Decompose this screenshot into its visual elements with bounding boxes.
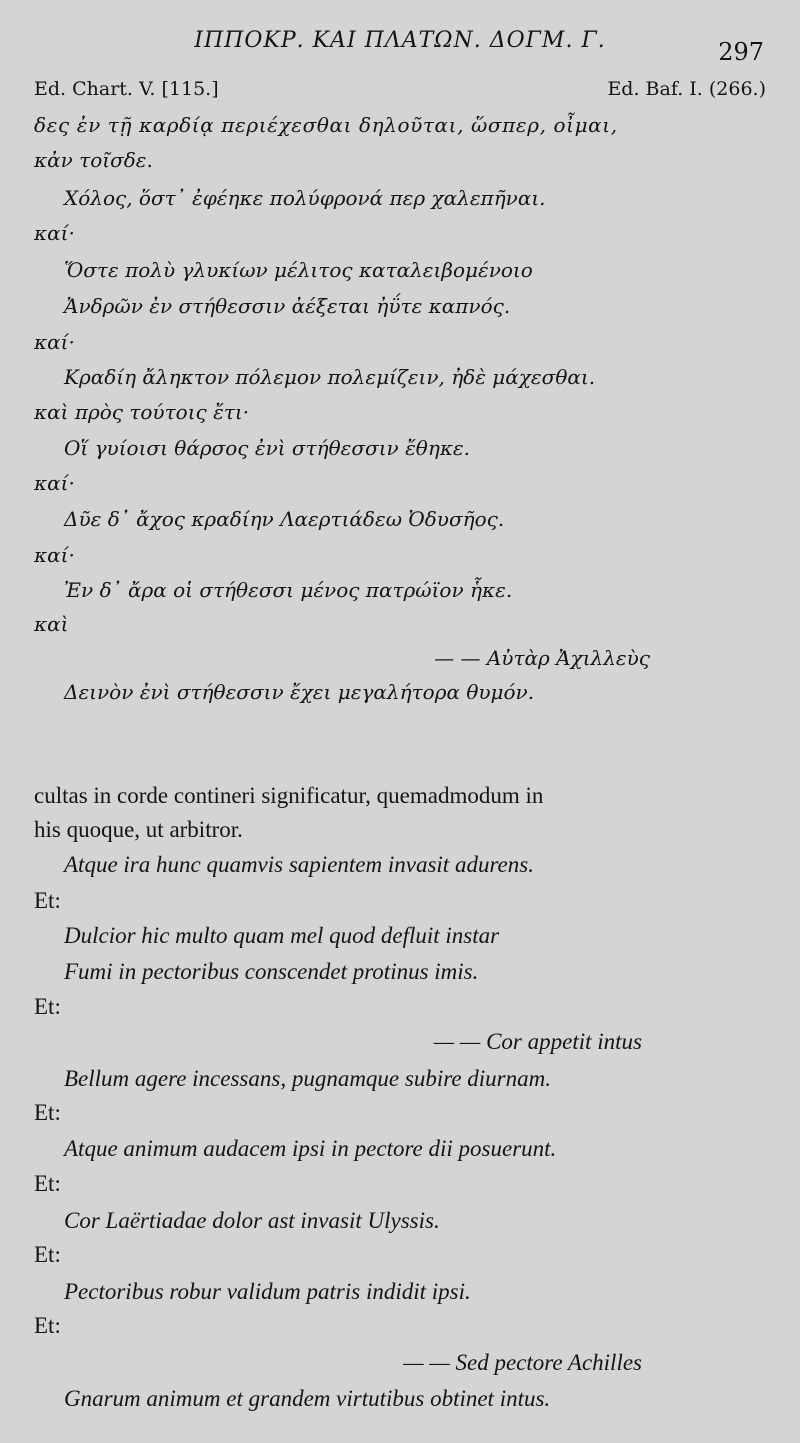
greek-verse: Ὅστε πολὺ γλυκίων μέλιτος καταλειβομένοιο (64, 258, 533, 282)
latin-verse: Dulcior hic multo quam mel quod defluit instar (64, 923, 500, 948)
greek-verse: Ἐν δ᾽ ἄρα οἱ στήθεσσι μένος πατρώϊον ἧκε. (64, 578, 513, 602)
latin-verse: Pectoribus robur validum patris indidit ipsi. (64, 1279, 471, 1304)
greek-connector: καί· (34, 221, 75, 245)
latin-verse: Gnarum animum et grandem virtutibus obtinet intus. (64, 1386, 551, 1411)
greek-verse: Δεινὸν ἐνὶ στήθεσσιν ἔχει μεγαλήτορα θυμόν. (64, 680, 535, 704)
latin-line: his quoque, ut arbitror. (34, 817, 243, 842)
greek-verse: Ἀνδρῶν ἐν στήθεσσιν ἀέξεται ἠΰτε καπνός. (64, 294, 511, 318)
greek-verse: Χόλος, ὅστ᾽ ἐφέηκε πολύφρονά περ χαλεπῆναι. (64, 186, 546, 210)
greek-verse: — — Αὐτὰρ Ἀχιλλεὺς (434, 646, 650, 670)
latin-verse: Fumi in pectoribus conscendet protinus imis. (64, 959, 479, 984)
greek-connector: καί· (34, 471, 75, 495)
edition-reference-left: Ed. Chart. V. [115.] (34, 78, 219, 100)
latin-connector: Et: (34, 1100, 61, 1125)
greek-verse: Κραδίη ἄληκτον πόλεμον πολεμίζειν, ἠδὲ μάχεσθαι. (64, 365, 596, 389)
greek-line: κἀν τοῖσδε. (34, 148, 153, 172)
greek-line: καὶ πρὸς τούτοις ἔτι· (34, 400, 250, 424)
latin-verse: Bellum agere incessans, pugnamque subire diurnam. (64, 1066, 551, 1091)
latin-connector: Et: (34, 994, 61, 1019)
latin-connector: Et: (34, 1242, 61, 1267)
latin-verse: Atque animum audacem ipsi in pectore dii posuerunt. (64, 1136, 557, 1161)
latin-line: cultas in corde contineri significatur, quemadmodum in (34, 783, 544, 808)
greek-verse: Δῦε δ᾽ ἄχος κραδίην Λαερτιάδεω Ὀδυσῆος. (64, 507, 505, 531)
edition-reference-right: Ed. Baf. I. (266.) (607, 78, 766, 100)
running-title: ΙΠΠΟΚΡ. ΚΑΙ ΠΛΑΤΩΝ. ΔΟΓΜ. Γ. (194, 28, 606, 53)
latin-verse: Cor Laërtiadae dolor ast invasit Ulyssis. (64, 1208, 440, 1233)
page-number: 297 (718, 38, 764, 66)
greek-connector: καί· (34, 543, 75, 567)
greek-connector: καί· (34, 330, 75, 354)
latin-verse: Atque ira hunc quamvis sapientem invasit adurens. (64, 852, 534, 877)
latin-connector: Et: (34, 1171, 61, 1196)
latin-verse: — — Sed pectore Achilles (403, 1350, 642, 1375)
greek-line: δες ἐν τῇ καρδίᾳ περιέχεσθαι δηλοῦται, ὥσπερ, οἶμαι, (34, 113, 618, 137)
greek-verse: Οἵ γυίοισι θάρσος ἐνὶ στήθεσσιν ἔθηκε. (64, 436, 471, 460)
latin-connector: Et: (34, 888, 61, 913)
greek-connector: καὶ (34, 612, 69, 636)
latin-connector: Et: (34, 1313, 61, 1338)
latin-verse: — — Cor appetit intus (433, 1029, 642, 1054)
